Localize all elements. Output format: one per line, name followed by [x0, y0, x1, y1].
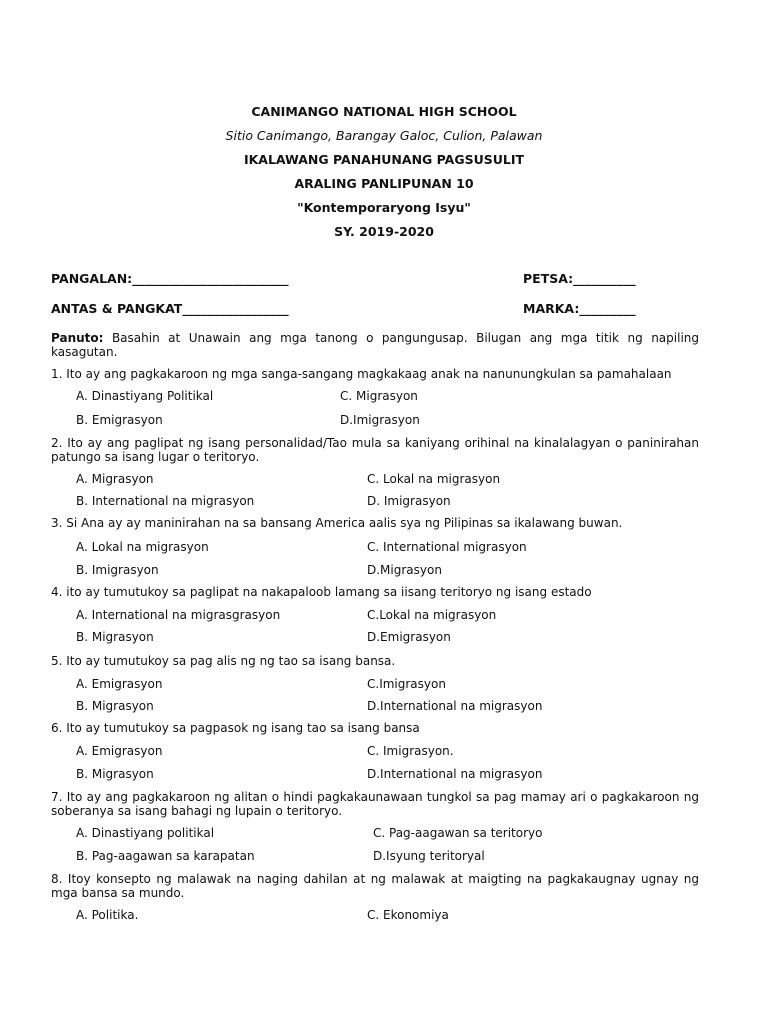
- grade-section-blank: _________________: [182, 301, 289, 316]
- instructions-text: Basahin at Unawain ang mga tanong o pangungusap. Bilugan ang mga titik ng napiling kasagutan.: [51, 331, 699, 359]
- instructions: [51, 331, 699, 359]
- q1-option-c[interactable]: C. Migrasyon: [340, 389, 418, 403]
- q8-option-a[interactable]: A. Politika.: [76, 908, 139, 922]
- school-address: Sitio Canimango, Barangay Galoc, Culion, Palawan: [225, 128, 543, 143]
- subject-title: ARALING PANLIPUNAN 10: [294, 176, 474, 191]
- question-1: 1. Ito ay ang pagkakaroon ng mga sanga-sangang magkakaag anak na nanunungkulan sa pamahalaan: [51, 367, 672, 381]
- q2-option-a[interactable]: A. Migrasyon: [76, 472, 154, 486]
- q7-option-a[interactable]: A. Dinastiyang politikal: [76, 826, 215, 840]
- q2-option-c[interactable]: C. Lokal na migrasyon: [367, 472, 501, 486]
- question-5: 5. Ito ay tumutukoy sa pag alis ng ng tao sa isang bansa.: [51, 654, 396, 668]
- q1-option-b[interactable]: B. Emigrasyon: [76, 413, 163, 427]
- question-3: 3. Si Ana ay ay maninirahan na sa bansang America aalis sya ng Pilipinas sa ikalawang buwan.: [51, 516, 623, 530]
- q8-option-c[interactable]: C. Ekonomiya: [367, 908, 449, 922]
- grade-section-field: [51, 301, 289, 316]
- q3-option-a[interactable]: A. Lokal na migrasyon: [76, 540, 209, 554]
- q5-option-a[interactable]: A. Emigrasyon: [76, 677, 163, 691]
- q5-option-c[interactable]: C.Imigrasyon: [367, 677, 446, 691]
- instructions-label: Panuto:: [51, 331, 104, 345]
- name-blank: _________________________: [132, 271, 289, 286]
- date-blank: __________: [573, 271, 636, 286]
- topic-title: "Kontemporaryong Isyu": [297, 200, 471, 215]
- q7-option-d[interactable]: D.Isyung teritoryal: [373, 849, 485, 863]
- school-year: SY. 2019-2020: [334, 224, 434, 239]
- q6-option-a[interactable]: A. Emigrasyon: [76, 744, 163, 758]
- q6-option-d[interactable]: D.International na migrasyon: [367, 767, 543, 781]
- question-8: 8. Itoy konsepto ng malawak na naging dahilan at ng malawak at maigting na pagkakaugnay ugnay ng mga bansa sa mundo.: [51, 872, 699, 900]
- school-name: CANIMANGO NATIONAL HIGH SCHOOL: [251, 104, 517, 119]
- date-label: PETSA:: [523, 271, 574, 286]
- name-label: PANGALAN:: [51, 271, 133, 286]
- q4-option-b[interactable]: B. Migrasyon: [76, 630, 154, 644]
- q3-option-d[interactable]: D.Migrasyon: [367, 563, 442, 577]
- question-2: 2. Ito ay ang paglipat ng isang personalidad/Tao mula sa kaniyang orihinal na kinalalagyan o paninirahan patungo sa isang lugar o teritoryo.: [51, 436, 699, 464]
- name-field: [51, 271, 288, 286]
- q4-option-a[interactable]: A. International na migrasgrasyon: [76, 608, 281, 622]
- question-7: 7. Ito ay ang pagkakaroon ng alitan o hindi pagkakaunawaan tungkol sa pag mamay ari o pagkakaroon ng soberanya sa isang bahagi ng lupain o teritoryo.: [51, 790, 699, 818]
- score-blank: _________: [579, 301, 636, 316]
- q3-option-c[interactable]: C. International migrasyon: [367, 540, 527, 554]
- q2-option-d[interactable]: D. Imigrasyon: [367, 494, 451, 508]
- q6-option-c[interactable]: C. Imigrasyon.: [367, 744, 454, 758]
- q4-option-c[interactable]: C.Lokal na migrasyon: [367, 608, 497, 622]
- q2-option-b[interactable]: B. International na migrasyon: [76, 494, 255, 508]
- date-field: [523, 271, 636, 286]
- question-4: 4. ito ay tumutukoy sa paglipat na nakapaloob lamang sa iisang teritoryo ng isang estado: [51, 585, 592, 599]
- q7-option-c[interactable]: C. Pag-aagawan sa teritoryo: [373, 826, 543, 840]
- score-field: [523, 301, 636, 316]
- q4-option-d[interactable]: D.Emigrasyon: [367, 630, 451, 644]
- grade-section-label: ANTAS & PANGKAT: [51, 301, 183, 316]
- exam-title: IKALAWANG PANAHUNANG PAGSUSULIT: [243, 152, 525, 167]
- q5-option-b[interactable]: B. Migrasyon: [76, 699, 154, 713]
- q1-option-a[interactable]: A. Dinastiyang Politikal: [76, 389, 214, 403]
- q7-option-b[interactable]: B. Pag-aagawan sa karapatan: [76, 849, 255, 863]
- q3-option-b[interactable]: B. Imigrasyon: [76, 563, 159, 577]
- q1-option-d[interactable]: D.Imigrasyon: [340, 413, 420, 427]
- q5-option-d[interactable]: D.International na migrasyon: [367, 699, 543, 713]
- q6-option-b[interactable]: B. Migrasyon: [76, 767, 154, 781]
- score-label: MARKA:: [523, 301, 580, 316]
- question-6: 6. Ito ay tumutukoy sa pagpasok ng isang tao sa isang bansa: [51, 721, 420, 735]
